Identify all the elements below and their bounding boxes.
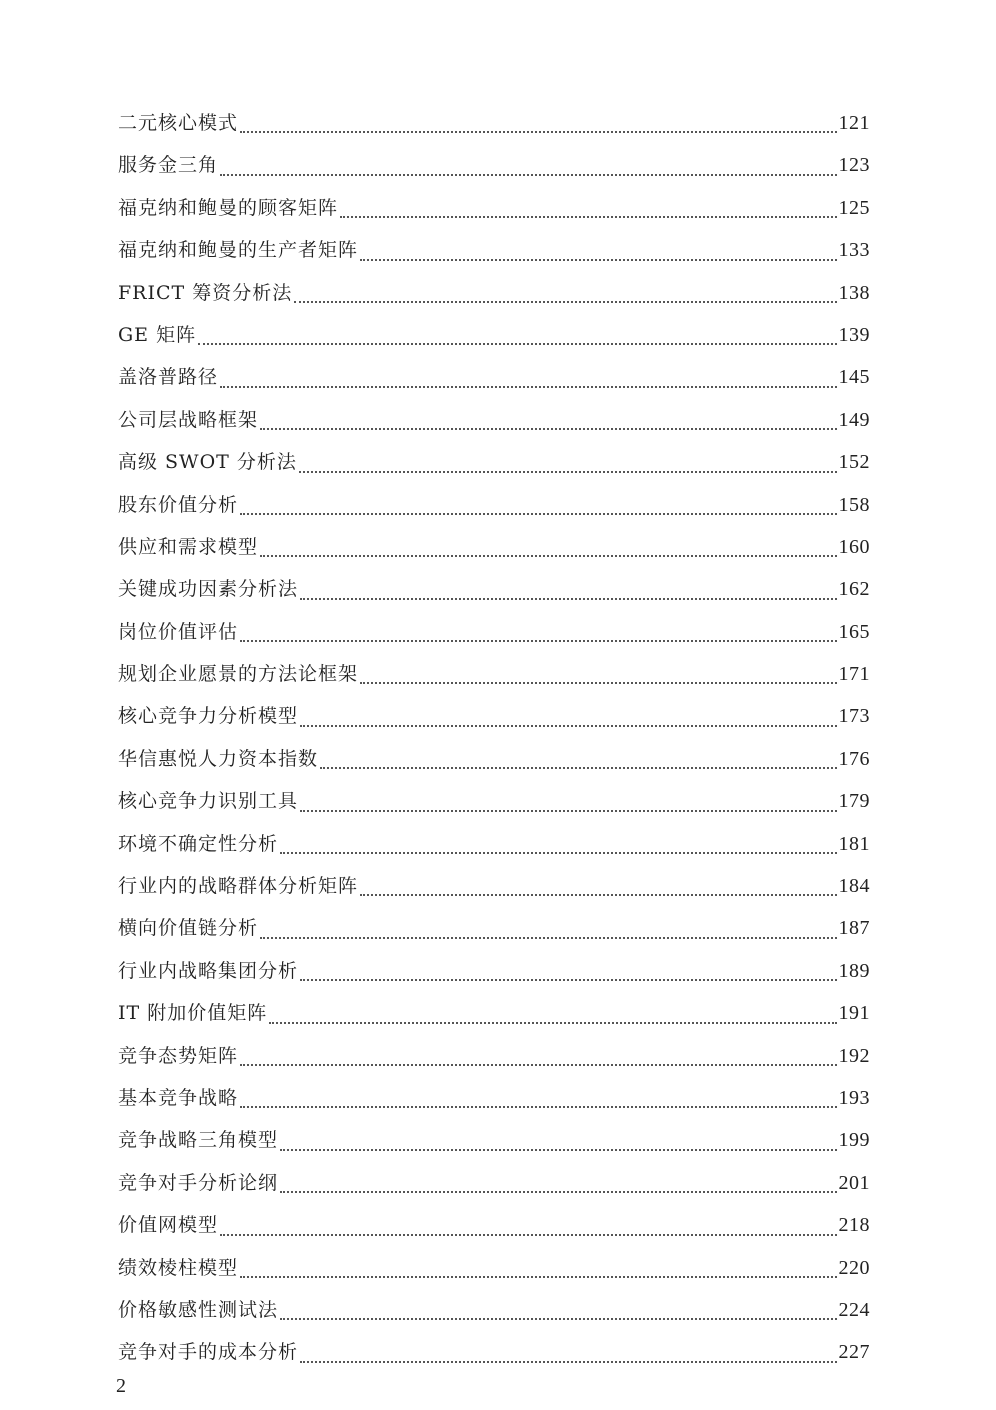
toc-dot-leader	[360, 681, 836, 684]
toc-entry[interactable]	[118, 1119, 870, 1161]
toc-entry[interactable]	[118, 992, 870, 1034]
toc-entry-title: 华信惠悦人力资本指数	[118, 747, 319, 770]
toc-dot-leader	[220, 173, 836, 176]
toc-entry-title: 盖洛普路径	[118, 366, 219, 389]
toc-entry[interactable]	[118, 399, 870, 441]
toc-entry[interactable]	[118, 738, 870, 780]
toc-dot-leader	[280, 1190, 836, 1193]
toc-entry-title: 行业内战略集团分析	[118, 959, 299, 982]
toc-entry-page-number: 184	[838, 875, 870, 898]
toc-dot-leader	[340, 215, 836, 218]
toc-dot-leader	[240, 512, 836, 515]
toc-entry-title: 行业内的战略群体分析矩阵	[118, 875, 359, 898]
toc-entry-page-number: 171	[838, 663, 870, 686]
toc-entry-title: 核心竞争力识别工具	[118, 790, 299, 813]
toc-entry[interactable]	[118, 865, 870, 907]
toc-entry-title: 关键成功因素分析法	[118, 578, 299, 601]
toc-dot-leader	[220, 1233, 836, 1236]
toc-entry[interactable]	[118, 441, 870, 483]
toc-entry[interactable]	[118, 484, 870, 526]
toc-entry[interactable]	[118, 823, 870, 865]
toc-dot-leader	[360, 893, 836, 896]
toc-entry[interactable]	[118, 653, 870, 695]
toc-dot-leader	[280, 851, 836, 854]
toc-entry[interactable]	[118, 780, 870, 822]
toc-dot-leader	[240, 1063, 836, 1066]
toc-entry-title: 核心竞争力分析模型	[118, 705, 299, 728]
toc-dot-leader	[280, 1317, 836, 1320]
toc-entry[interactable]	[118, 526, 870, 568]
toc-entry-title: 价值网模型	[118, 1214, 219, 1237]
toc-entry[interactable]	[118, 1289, 870, 1331]
toc-entry-page-number: 224	[838, 1298, 870, 1321]
toc-entry[interactable]	[118, 272, 870, 314]
toc-entry-page-number: 123	[838, 154, 870, 177]
toc-entry-title: 福克纳和鲍曼的顾客矩阵	[118, 196, 339, 219]
toc-entry[interactable]	[118, 314, 870, 356]
toc-dot-leader	[220, 385, 836, 388]
toc-entry-title: 价格敏感性测试法	[118, 1298, 279, 1321]
toc-entry[interactable]	[118, 356, 870, 398]
toc-entry-page-number: 179	[838, 790, 870, 813]
toc-entry-page-number: 152	[838, 451, 870, 474]
toc-dot-leader	[300, 809, 836, 812]
toc-dot-leader	[240, 130, 836, 133]
toc-dot-leader	[360, 258, 836, 261]
toc-entry-title: FRICT 筹资分析法	[118, 281, 293, 304]
toc-entry-page-number: 181	[838, 832, 870, 855]
toc-entry-title: 规划企业愿景的方法论框架	[118, 663, 359, 686]
toc-entry-page-number: 165	[838, 620, 870, 643]
toc-entry[interactable]	[118, 187, 870, 229]
toc-entry-page-number: 162	[838, 578, 870, 601]
toc-entry-page-number: 121	[838, 111, 870, 134]
toc-entry-page-number: 125	[838, 196, 870, 219]
toc-entry-title: 福克纳和鲍曼的生产者矩阵	[118, 239, 359, 262]
toc-entry-page-number: 220	[838, 1256, 870, 1279]
toc-dot-leader	[240, 1105, 836, 1108]
toc-dot-leader	[300, 724, 836, 727]
toc-entry-title: 环境不确定性分析	[118, 832, 279, 855]
toc-entry-title: 公司层战略框架	[118, 408, 259, 431]
toc-entry[interactable]	[118, 568, 870, 610]
toc-entry-title: 服务金三角	[118, 154, 219, 177]
toc-entry[interactable]	[118, 611, 870, 653]
toc-entry-title: 竞争态势矩阵	[118, 1044, 239, 1067]
toc-dot-leader	[198, 342, 836, 345]
toc-entry[interactable]	[118, 229, 870, 271]
toc-entry-page-number: 189	[838, 959, 870, 982]
toc-entry[interactable]	[118, 1035, 870, 1077]
toc-entry-page-number: 160	[838, 535, 870, 558]
toc-dot-leader	[269, 1021, 836, 1024]
toc-entry-title: 基本竞争战略	[118, 1086, 239, 1109]
toc-entry[interactable]	[118, 144, 870, 186]
toc-entry-title: 绩效棱柱模型	[118, 1256, 239, 1279]
toc-entry-title: 竞争战略三角模型	[118, 1129, 279, 1152]
toc-entry-title: 供应和需求模型	[118, 535, 259, 558]
toc-entry-page-number: 201	[838, 1171, 870, 1194]
toc-entry[interactable]	[118, 1331, 870, 1373]
toc-entry-page-number: 218	[838, 1214, 870, 1237]
toc-entry-title: 高级 SWOT 分析法	[118, 451, 297, 474]
toc-dot-leader	[260, 936, 836, 939]
toc-dot-leader	[280, 1148, 836, 1151]
toc-entry-title: GE 矩阵	[118, 323, 197, 346]
toc-entry[interactable]	[118, 1247, 870, 1289]
toc-entry[interactable]	[118, 1162, 870, 1204]
toc-entry-page-number: 173	[838, 705, 870, 728]
toc-entry-page-number: 176	[838, 747, 870, 770]
toc-entry[interactable]	[118, 1077, 870, 1119]
toc-dot-leader	[300, 597, 836, 600]
toc-entry-page-number: 158	[838, 493, 870, 516]
toc-entry-page-number: 192	[838, 1044, 870, 1067]
toc-dot-leader	[300, 1360, 836, 1363]
toc-entry-page-number: 138	[838, 281, 870, 304]
toc-entry-title: 岗位价值评估	[118, 620, 239, 643]
toc-entry-page-number: 133	[838, 239, 870, 262]
toc-entry-title: 竞争对手的成本分析	[118, 1341, 299, 1364]
toc-entry[interactable]	[118, 950, 870, 992]
toc-dot-leader	[294, 300, 836, 303]
toc-entry-page-number: 145	[838, 366, 870, 389]
table-of-contents	[118, 102, 870, 1374]
toc-entry-page-number: 187	[838, 917, 870, 940]
page-number: 2	[116, 1375, 126, 1397]
toc-dot-leader	[320, 766, 836, 769]
toc-entry[interactable]	[118, 695, 870, 737]
toc-entry-page-number: 199	[838, 1129, 870, 1152]
toc-entry-page-number: 191	[838, 1002, 870, 1025]
toc-entry-page-number: 149	[838, 408, 870, 431]
toc-dot-leader	[240, 1275, 836, 1278]
toc-entry[interactable]	[118, 907, 870, 949]
toc-dot-leader	[240, 639, 836, 642]
toc-entry-title: IT 附加价值矩阵	[118, 1002, 268, 1025]
toc-entry-page-number: 227	[838, 1341, 870, 1364]
toc-dot-leader	[300, 978, 836, 981]
toc-entry-title: 股东价值分析	[118, 493, 239, 516]
toc-entry[interactable]	[118, 1204, 870, 1246]
toc-dot-leader	[260, 554, 836, 557]
toc-dot-leader	[260, 427, 836, 430]
toc-entry-page-number: 139	[838, 323, 870, 346]
toc-entry-title: 横向价值链分析	[118, 917, 259, 940]
toc-entry[interactable]	[118, 102, 870, 144]
toc-entry-page-number: 193	[838, 1086, 870, 1109]
toc-entry-title: 竞争对手分析论纲	[118, 1171, 279, 1194]
toc-dot-leader	[299, 470, 837, 473]
toc-entry-title: 二元核心模式	[118, 111, 239, 134]
